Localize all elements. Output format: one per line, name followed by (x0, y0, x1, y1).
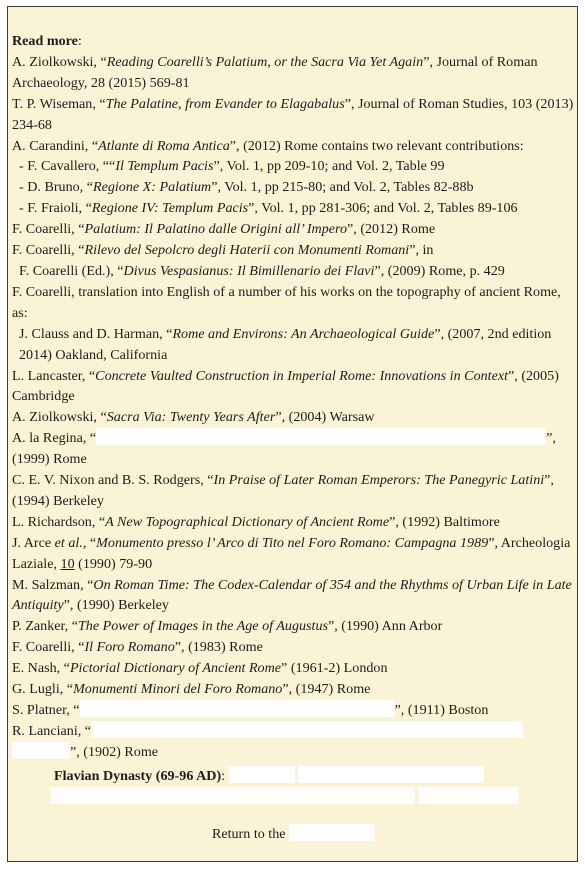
ref-carandini-2012: A. Carandini, “Atlante di Roma Antica”, (2012) Rome contains two relevant contributions: (12, 137, 524, 154)
ref-clauss-harman: J. Clauss and D. Harman, “Rome and Environs: An Archaeological Guide”, (2007, 2nd edition 2014) Oakland, California (19, 325, 552, 363)
reading-list (12, 31, 575, 763)
ref-ziolkowski-2015: A. Ziolkowski, “Reading Coarelli’s Palatium, or the Sacra Via Yet Again”, Journal of Roman Archaeology, 28 (2015) 569-81 (12, 53, 538, 91)
ref-arce: J. Arce et al., “Monumento presso l’ Arco di Tito nel Foro Romano: Campagna 1989”, Archeologia Laziale, 10 (1990) 79-90 (12, 534, 571, 572)
return-nav (8, 824, 579, 845)
ref-coarelli-divus: F. Coarelli (Ed.), “Divus Vespasianus: Il Bimillenario dei Flavi”, (2009) Rome, p. 429 (19, 262, 505, 279)
ref-coarelli-translations: F. Coarelli, translation into English of a number of his works on the topography of ancient Rome, as: (12, 283, 561, 321)
ref-lancaster: L. Lancaster, “Concrete Vaulted Construction in Imperial Rome: Innovations in Context”, (2005) Cambridge (12, 367, 559, 405)
ref-link-la-regina[interactable] (96, 428, 546, 445)
ref-fraioli: - F. Fraioli, “Regione IV: Templum Pacis”, Vol. 1, pp 281-306; and Vol. 2, Tables 89-106 (19, 200, 518, 217)
flavian-link-3[interactable] (51, 787, 415, 804)
flavian-link-1[interactable] (229, 766, 295, 783)
flavian-link-4[interactable] (419, 787, 519, 804)
ref-coarelli-rilevo: F. Coarelli, “Rilevo del Sepolcro degli Haterii con Monumenti Romani”, in (12, 242, 434, 259)
flavian-link-2[interactable] (298, 766, 484, 783)
read-more-heading: Read more: (12, 33, 82, 49)
ref-link-platner[interactable] (80, 700, 395, 717)
ref-lugli: G. Lugli, “Monumenti Minori del Foro Romano”, (1947) Rome (12, 681, 371, 698)
ref-zanker: P. Zanker, “The Power of Images in the Age of Augustus”, (1990) Ann Arbor (12, 618, 443, 635)
ref-wiseman-2013: T. P. Wiseman, “The Palatine, from Evander to Elagabalus”, Journal of Roman Studies, 103 (2013) 234-68 (12, 95, 574, 133)
ref-salzman: M. Salzman, “On Roman Time: The Codex-Calendar of 354 and the Rhythms of Urban Life in Late Antiquity”, (1990) Berkeley (12, 576, 572, 614)
ref-coarelli-foro: F. Coarelli, “Il Foro Romano”, (1983) Rome (12, 639, 263, 656)
ref-richardson: L. Richardson, “A New Topographical Dictionary of Ancient Rome”, (1992) Baltimore (12, 513, 500, 530)
flavian-dynasty-label: Flavian Dynasty (69-96 AD) (54, 768, 222, 784)
ref-bruno: - D. Bruno, “Regione X: Palatium”, Vol. 1, pp 215-80; and Vol. 2, Tables 82-88b (19, 179, 474, 196)
return-text: Return to the (211, 826, 286, 842)
page-frame (7, 6, 578, 862)
ref-nash: E. Nash, “Pictorial Dictionary of Ancient Rome” (1961-2) London (12, 660, 388, 677)
ref-link-lanciani-part2[interactable] (12, 742, 70, 759)
ref-nixon-rodgers: C. E. V. Nixon and B. S. Rodgers, “In Praise of Later Roman Emperors: The Panegyric Latini”, (1994) Berkeley (12, 472, 554, 509)
ref-ziolkowski-2004: A. Ziolkowski, “Sacra Via: Twenty Years After”, (2004) Warsaw (12, 409, 375, 426)
flavian-dynasty-nav: Flavian Dynasty (69-96 AD): (8, 766, 579, 808)
ref-link-lanciani-part1[interactable] (91, 721, 523, 738)
ref-la-regina: A. la Regina, “ ”, (1999) Rome (12, 430, 556, 468)
return-link[interactable] (289, 824, 375, 841)
ref-coarelli-palatium: F. Coarelli, “Palatium: Il Palatino dalle Origini all’ Impero”, (2012) Rome (12, 221, 436, 238)
ref-lanciani: R. Lanciani, “ ”, (1902) Rome (12, 721, 575, 763)
ref-cavallero: - F. Cavallero, ““Il Templum Pacis”, Vol. 1, pp 209-10; and Vol. 2, Table 99 (19, 158, 445, 175)
ref-platner: S. Platner, “ ”, (1911) Boston (12, 702, 489, 718)
